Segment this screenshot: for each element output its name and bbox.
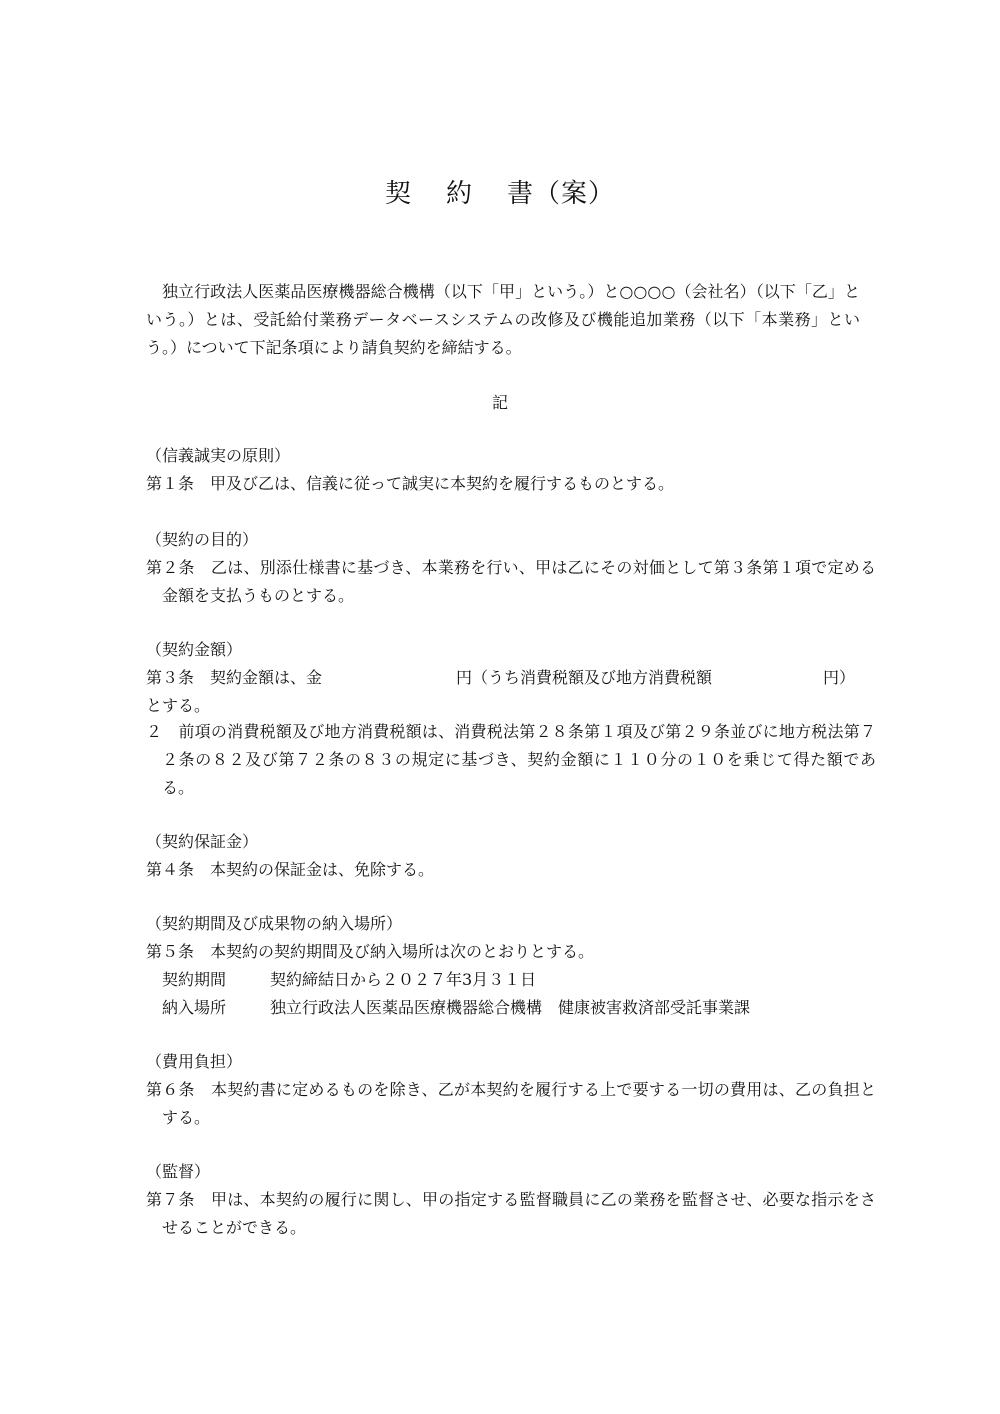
article-3-line2: とする。 — [146, 696, 211, 715]
period-label: 契約期間 — [162, 970, 227, 989]
ki-marker: 記 — [491, 393, 508, 412]
article-3-tax-end: 円） — [823, 668, 856, 687]
place-value: 独立行政法人医薬品医療機器総合機構 健康被害救済部受託事業課 — [270, 998, 751, 1017]
article-1-heading: （信義誠実の原則） — [146, 446, 291, 465]
article-6-text: 第６条 本契約書に定めるものを除き、乙が本契約を履行する上で要する一切の費用は、乙の負担とする。 — [146, 1080, 876, 1127]
article-3-heading: （契約金額） — [146, 640, 243, 659]
title-char-3: 書（案） — [507, 179, 616, 209]
article-1-text: 第１条 甲及び乙は、信義に従って誠実に本契約を履行するものとする。 — [146, 474, 675, 493]
article-7-text: 第７条 甲は、本契約の履行に関し、甲の指定する監督職員に乙の業務を監督させ、必要な指示をさせることができる。 — [146, 1190, 876, 1237]
article-4-text: 第４条 本契約の保証金は、免除する。 — [146, 860, 435, 879]
article-5-period-row — [162, 966, 536, 994]
article-3-amount-label: 第３条 契約金額は、金 — [146, 668, 323, 687]
article-4-heading: （契約保証金） — [146, 832, 259, 851]
document-title — [0, 176, 1000, 212]
intro-paragraph: 独立行政法人医薬品医療機器総合機構（以下「甲」という。）と○○○○（会社名）（以下「乙」という。）とは、受託給付業務データベースシステムの改修及び機能追加業務（以下「本業務」という。）について下記条項により請負契約を締結する。 — [146, 282, 860, 357]
article-5-heading: （契約期間及び成果物の納入場所） — [146, 914, 403, 933]
article-2-heading: （契約の目的） — [146, 530, 259, 549]
article-6-heading: （費用負担） — [146, 1052, 243, 1071]
title-char-2: 約 — [445, 179, 473, 209]
title-char-1: 契 — [384, 179, 412, 209]
article-3-paragraph-2: ２ 前項の消費税額及び地方消費税額は、消費税法第２８条第１項及び第２９条並びに地方税法第７２条の８２及び第７２条の８３の規定に基づき、契約金額に１１０分の１０を乗じて得た額である。 — [146, 722, 876, 797]
period-value: 契約締結日から２０２７年3月３１日 — [270, 970, 537, 989]
article-5-text: 第５条 本契約の契約期間及び納入場所は次のとおりとする。 — [146, 942, 595, 961]
article-3-tax-label: 円（うち消費税額及び地方消費税額 — [456, 668, 713, 687]
place-label: 納入場所 — [162, 998, 227, 1017]
article-3-amount-line — [146, 664, 860, 720]
article-2-text: 第２条 乙は、別添仕様書に基づき、本業務を行い、甲は乙にその対価として第３条第１項で定める金額を支払うものとする。 — [146, 558, 876, 605]
article-5-place-row — [162, 994, 750, 1022]
article-7-heading: （監督） — [146, 1162, 211, 1181]
